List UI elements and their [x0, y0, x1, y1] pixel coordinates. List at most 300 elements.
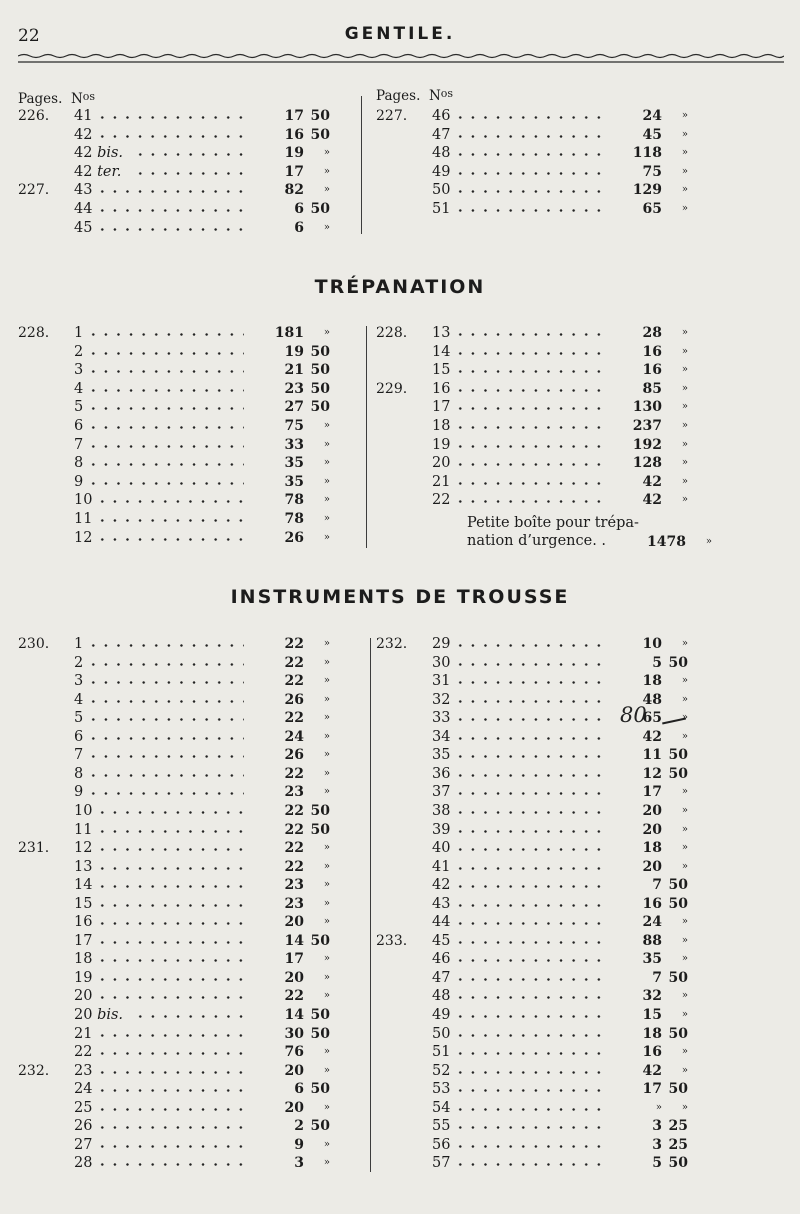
dot-leader: [96, 830, 244, 833]
price-francs: 23: [284, 784, 304, 801]
price-francs: 22: [284, 858, 304, 875]
list-item: [376, 876, 716, 894]
item-number: 34: [432, 728, 451, 745]
dot-leader: [454, 1126, 602, 1129]
item-number: 33: [432, 710, 451, 727]
price-centimes: 50: [668, 1155, 688, 1172]
item-number: 10: [74, 802, 93, 819]
item-number: 1: [74, 636, 84, 652]
dot-leader: [96, 538, 244, 541]
dot-leader: [87, 663, 244, 666]
dot-leader: [454, 644, 602, 647]
price-centimes: »: [323, 165, 330, 177]
price-centimes: »: [681, 165, 688, 177]
item-number: 47: [432, 969, 451, 986]
price-centimes: »: [323, 749, 330, 761]
price-francs: 128: [632, 455, 662, 472]
price-francs: 5: [652, 654, 662, 671]
price-centimes: »: [323, 638, 330, 649]
item-number: 41: [74, 108, 93, 124]
item-number: 26: [74, 1118, 93, 1135]
list-item: [18, 1043, 358, 1061]
price-centimes: »: [323, 1138, 330, 1150]
section-title-instruments: INSTRUMENTS DE TROUSSE: [230, 586, 570, 608]
price-francs: 17: [642, 784, 662, 801]
item-number: 2: [74, 654, 84, 671]
item-number: 17: [74, 932, 93, 949]
item-number: 48: [432, 988, 451, 1005]
price-francs: 7: [652, 877, 662, 894]
price-centimes: »: [681, 842, 688, 854]
item-number: 16: [74, 914, 93, 931]
price-francs: 181: [274, 325, 304, 341]
price-francs: 129: [632, 182, 662, 199]
item-number: 15: [432, 362, 451, 379]
dot-leader: [96, 519, 244, 522]
list-item: [18, 454, 358, 472]
item-number: 20: [432, 455, 451, 472]
price-francs: 22: [284, 802, 304, 819]
price-francs: 33: [284, 436, 304, 453]
item-number: 38: [432, 802, 451, 819]
list-item: [376, 1006, 716, 1024]
list-item: [376, 454, 716, 472]
dot-leader: [454, 700, 602, 703]
dot-leader: [96, 116, 244, 119]
item-number: 32: [432, 691, 451, 708]
dot-leader: [96, 811, 244, 814]
dot-leader: [87, 389, 244, 392]
dot-leader: [87, 755, 244, 758]
price-centimes: 50: [310, 1007, 330, 1023]
dot-leader: [87, 463, 244, 466]
item-number: 25: [74, 1099, 93, 1116]
dot-leader: [454, 1145, 602, 1148]
price-francs: 15: [642, 1007, 662, 1023]
dot-leader: [134, 1015, 244, 1018]
price-francs: 35: [284, 473, 304, 490]
dot-leader: [454, 1163, 602, 1166]
dot-leader: [96, 228, 244, 231]
price-francs: 22: [284, 636, 304, 652]
list-item: [18, 728, 358, 746]
price-francs: 21: [284, 362, 304, 379]
list-item: [376, 436, 716, 454]
list-item: [376, 672, 716, 690]
price-francs: 6: [294, 219, 304, 236]
list-item: [18, 380, 358, 398]
price-centimes: »: [323, 420, 330, 431]
list-item: [18, 510, 358, 528]
list-item: [376, 343, 716, 361]
list-item: [376, 783, 716, 801]
item-number: 35: [432, 747, 451, 764]
price-francs: 26: [284, 691, 304, 708]
dot-leader: [96, 1108, 244, 1111]
dot-leader: [454, 426, 602, 429]
dot-leader: [87, 700, 244, 703]
item-number: 4: [74, 691, 84, 708]
price-francs: 42: [642, 1062, 662, 1079]
price-centimes: 50: [310, 821, 330, 838]
list-item: [376, 969, 716, 987]
list-item: [376, 380, 716, 398]
list-item: [18, 343, 358, 361]
list-item: [376, 987, 716, 1005]
item-number: 46: [432, 951, 451, 968]
dot-leader: [96, 1126, 244, 1129]
item-number: 7: [74, 747, 84, 764]
list-item: [376, 473, 716, 491]
price-centimes: »: [681, 934, 688, 946]
price-centimes: »: [323, 221, 330, 233]
list-item: [18, 858, 358, 876]
dot-leader: [87, 681, 244, 684]
price-centimes: »: [681, 128, 688, 140]
dot-leader: [454, 209, 602, 212]
list-item: [376, 1154, 716, 1172]
item-number: 6: [74, 418, 84, 434]
note-price: [376, 533, 716, 551]
price-francs: 20: [284, 1062, 304, 1079]
list-item: [18, 1062, 358, 1080]
dot-leader: [96, 1163, 244, 1166]
price-francs: 16: [642, 1044, 662, 1061]
dot-leader: [96, 978, 244, 981]
price-francs: 22: [284, 710, 304, 727]
price-francs: 6: [294, 201, 304, 217]
item-number: 8: [74, 455, 84, 472]
item-number: 21: [432, 473, 451, 490]
dot-leader: [96, 1034, 244, 1037]
price-centimes: »: [323, 767, 330, 779]
item-number: 56: [432, 1136, 451, 1153]
list-item: [376, 163, 716, 181]
item-number: 47: [432, 126, 451, 143]
price-francs: 16: [284, 126, 304, 143]
item-number: 48: [432, 145, 451, 162]
item-number: 46: [432, 108, 451, 124]
item-number: 5: [74, 710, 84, 727]
price-centimes: »: [681, 147, 688, 159]
list-item: [376, 691, 716, 709]
list-item: [18, 1136, 358, 1154]
price-centimes: »: [681, 823, 688, 835]
header-rule: [18, 52, 784, 68]
price-francs: 22: [284, 765, 304, 782]
price-francs: 10: [642, 636, 662, 652]
list-item: [18, 491, 358, 509]
price-francs: 78: [284, 511, 304, 527]
price-francs: 88: [642, 932, 662, 949]
price-centimes: »: [323, 971, 330, 983]
dot-leader: [454, 755, 602, 758]
dot-leader: [87, 718, 244, 721]
list-item: [18, 783, 358, 801]
item-number: 13: [432, 325, 451, 341]
item-number: 6: [74, 728, 84, 745]
list-item: [18, 672, 358, 690]
price-centimes: »: [323, 494, 330, 506]
item-number: 19: [432, 436, 451, 453]
price-centimes: »: [681, 184, 688, 196]
item-number: 49: [432, 1007, 451, 1023]
price-centimes: »: [323, 693, 330, 705]
price-centimes: »: [681, 675, 688, 687]
list-item: [18, 398, 358, 416]
dot-leader: [96, 885, 244, 888]
list-item: [376, 895, 716, 913]
price-francs: 17: [284, 108, 304, 124]
price-centimes: 50: [310, 932, 330, 949]
column-divider: [361, 96, 362, 234]
item-number: 39: [432, 821, 451, 838]
list-item: [376, 746, 716, 764]
dot-leader: [134, 172, 244, 175]
page-reference: 228.: [18, 325, 50, 341]
list-item: [18, 802, 358, 820]
dot-leader: [454, 978, 602, 981]
price-centimes: 25: [668, 1118, 688, 1135]
price-francs: 22: [284, 840, 304, 857]
dot-leader: [96, 941, 244, 944]
item-number: 20 bis.: [74, 1007, 124, 1023]
list-item: [18, 821, 358, 839]
item-number: 5: [74, 399, 84, 416]
price-francs: 6: [294, 1081, 304, 1098]
item-number: 44: [74, 201, 93, 217]
dot-leader: [87, 445, 244, 448]
column-header-left: [18, 91, 95, 107]
page-reference: 226.: [18, 108, 50, 124]
item-number: 29: [432, 636, 451, 652]
price-centimes: 50: [668, 765, 688, 782]
dot-leader: [454, 959, 602, 962]
list-item: [376, 1117, 716, 1135]
price-centimes: »: [681, 1009, 688, 1020]
price-centimes: 50: [668, 1081, 688, 1098]
dot-leader: [454, 737, 602, 740]
price-centimes: »: [323, 513, 330, 524]
price-francs: 22: [284, 821, 304, 838]
item-number: 55: [432, 1118, 451, 1135]
dot-leader: [87, 407, 244, 410]
item-number: 37: [432, 784, 451, 801]
list-item: [18, 361, 358, 379]
price-centimes: »: [323, 675, 330, 687]
item-number: 45: [432, 932, 451, 949]
dot-leader: [87, 426, 244, 429]
item-number: 49: [432, 163, 451, 180]
price-francs: 22: [284, 673, 304, 690]
price-francs: 118: [632, 145, 662, 162]
dot-leader: [454, 190, 602, 193]
price-centimes: »: [681, 860, 688, 872]
price-francs: 65: [642, 201, 662, 217]
price-francs: 85: [642, 380, 662, 397]
price-centimes: »: [323, 531, 330, 543]
dot-leader: [87, 644, 244, 647]
price-francs: 20: [284, 969, 304, 986]
price-centimes: »: [681, 1064, 688, 1076]
nos-heading: $N^{os}$: [428, 87, 454, 104]
list-item: [376, 950, 716, 968]
list-item: [376, 913, 716, 931]
list-item: [376, 1025, 716, 1043]
item-number: 42: [74, 126, 93, 143]
price-centimes: »: [323, 1101, 330, 1113]
item-number: 19: [74, 969, 93, 986]
item-number: 22: [432, 492, 451, 509]
item-number: 11: [74, 821, 93, 838]
price-francs: 82: [284, 182, 304, 199]
list-item: [18, 436, 358, 454]
list-item: [376, 1136, 716, 1154]
nos-heading: $N^{os}$: [70, 90, 96, 107]
list-item: [376, 417, 716, 435]
item-number: 15: [74, 895, 93, 912]
price-centimes: 50: [310, 1025, 330, 1042]
list-item: [18, 107, 358, 125]
item-number: 31: [432, 673, 451, 690]
price-centimes: »: [681, 420, 688, 431]
item-number: 17: [432, 399, 451, 416]
page-number: 22: [18, 26, 40, 46]
price-centimes: 25: [668, 1136, 688, 1153]
dot-leader: [454, 135, 602, 138]
dot-leader: [96, 135, 244, 138]
price-francs: 76: [284, 1044, 304, 1061]
page-reference: 228.: [376, 325, 408, 341]
price-centimes: »: [681, 345, 688, 357]
price-francs: 18: [642, 673, 662, 690]
dot-leader: [454, 333, 602, 336]
price-francs: 3: [294, 1155, 304, 1172]
dot-leader: [454, 922, 602, 925]
dot-leader: [454, 116, 602, 119]
price-francs: 192: [632, 436, 662, 453]
list-item: [376, 324, 716, 342]
dot-leader: [454, 1052, 602, 1055]
price-francs: 23: [284, 877, 304, 894]
price-centimes: »: [681, 203, 688, 214]
price-francs: 28: [642, 325, 662, 341]
page-reference: 227.: [18, 182, 50, 199]
list-item: [376, 126, 716, 144]
dot-leader: [96, 1052, 244, 1055]
handwritten-correction: 80: [620, 703, 647, 727]
item-number: 43: [432, 895, 451, 912]
running-title: GENTILE.: [344, 24, 456, 44]
price-centimes: »: [323, 842, 330, 854]
dot-leader: [96, 209, 244, 212]
dot-leader: [454, 885, 602, 888]
item-number: 57: [432, 1155, 451, 1172]
list-item: [18, 529, 358, 547]
price-centimes: »: [681, 786, 688, 798]
list-item: [376, 765, 716, 783]
price-centimes: 50: [310, 802, 330, 819]
price-francs: 18: [642, 1025, 662, 1042]
list-item: [18, 876, 358, 894]
list-item: [18, 163, 358, 181]
price-centimes: »: [323, 786, 330, 798]
price-centimes: 50: [310, 399, 330, 416]
price-centimes: »: [681, 990, 688, 1002]
price-francs: 20: [284, 914, 304, 931]
price-centimes: »: [323, 1046, 330, 1058]
dot-leader: [96, 867, 244, 870]
item-number: 41: [432, 858, 451, 875]
dot-leader: [454, 1108, 602, 1111]
page-reference: 233.: [376, 932, 408, 949]
price-centimes: »: [705, 536, 712, 547]
price-francs: 75: [284, 418, 304, 434]
dot-leader: [87, 352, 244, 355]
item-number: 20: [74, 988, 93, 1005]
price-francs: 9: [294, 1136, 304, 1153]
dot-leader: [87, 482, 244, 485]
price-francs: 78: [284, 492, 304, 509]
item-number: 16: [432, 380, 451, 397]
price-centimes: »: [681, 494, 688, 506]
list-item: [376, 932, 716, 950]
list-item: [18, 324, 358, 342]
item-number: 11: [74, 511, 93, 527]
list-item: [376, 728, 716, 746]
price-francs: 22: [284, 654, 304, 671]
list-item: [18, 969, 358, 987]
column-divider: [366, 326, 367, 548]
price-francs: 12: [642, 765, 662, 782]
list-item: [376, 1043, 716, 1061]
price-centimes: »: [323, 327, 330, 338]
price-francs: 20: [642, 802, 662, 819]
list-item: [18, 219, 358, 237]
dot-leader: [454, 811, 602, 814]
price-centimes: »: [323, 656, 330, 668]
item-number: 30: [432, 654, 451, 671]
price-centimes: »: [323, 860, 330, 872]
dot-leader: [87, 792, 244, 795]
item-number: 42 bis.: [74, 145, 124, 162]
price-centimes: »: [323, 916, 330, 928]
dot-leader: [454, 445, 602, 448]
dot-leader: [87, 333, 244, 336]
dot-leader: [454, 352, 602, 355]
dot-leader: [87, 774, 244, 777]
price-centimes: »: [323, 1157, 330, 1169]
price-francs: 20: [642, 858, 662, 875]
dot-leader: [454, 830, 602, 833]
price-centimes: »: [681, 712, 688, 724]
item-number: 50: [432, 182, 451, 199]
price-francs: 17: [284, 163, 304, 180]
list-item: [376, 1080, 716, 1098]
price-francs: »: [655, 1101, 662, 1113]
list-item: [18, 839, 358, 857]
price-centimes: 50: [668, 747, 688, 764]
price-centimes: »: [323, 897, 330, 909]
price-centimes: 50: [310, 362, 330, 379]
page-reference: 229.: [376, 380, 408, 397]
price-centimes: »: [681, 1046, 688, 1058]
price-francs: 75: [642, 163, 662, 180]
list-item: [18, 1025, 358, 1043]
price-centimes: »: [681, 364, 688, 376]
dot-leader: [454, 663, 602, 666]
list-item: [18, 181, 358, 199]
